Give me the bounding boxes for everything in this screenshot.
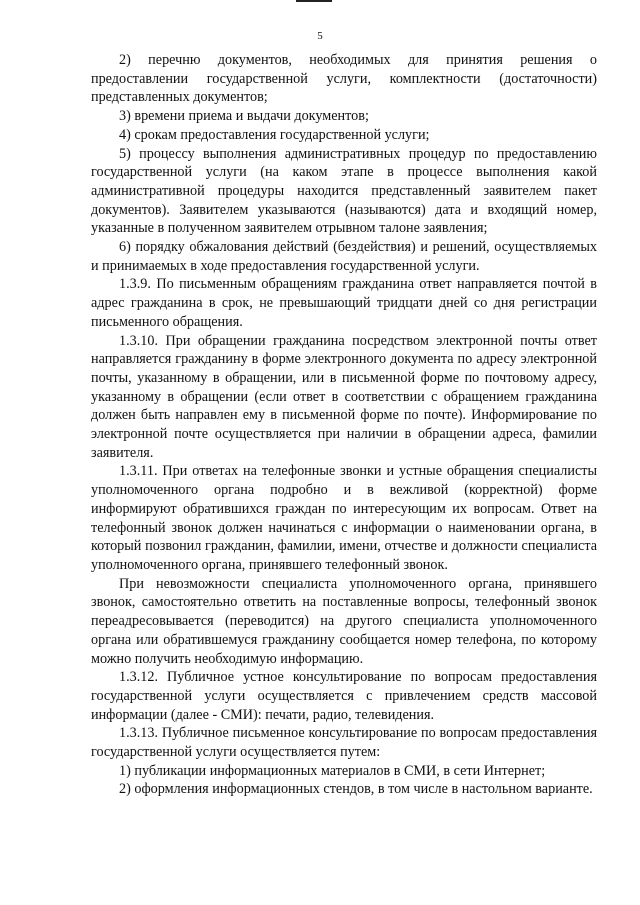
page-top-mark [296,0,332,2]
paragraph-item-5: 5) процессу выполнения административных процедур по предоставлению государственной услуги (на каком этапе в процессе выполнения какой административной процедуры находится представленный заявителем пакет документов). Заявителем указываются (называются) дата и входящий номер, указанные в полученном заявителем отрывном талоне заявления; [91,145,597,237]
document-body [91,51,597,799]
paragraph-item-2: 2) перечню документов, необходимых для принятия решения о предоставлении государственной услуги, комплектности (достаточности) представленных документов; [91,52,597,106]
paragraph-1-3-10: 1.3.10. При обращении гражданина посредством электронной почты ответ направляется гражданину в форме электронного документа по адресу электронной почты, указанному в обращении, или в письменной форме по почтовому адресу, указанному в обращении (если ответ в соответствии с обращением гражданина должен быть направлен ему в письменной форме по почте). Информирование по электронной почте осуществляется при наличии в обращении адреса, фамилии заявителя. [91,332,597,461]
paragraph-1-3-11: 1.3.11. При ответах на телефонные звонки и устные обращения специалисты уполномоченного органа подробно и в вежливой (корректной) форме информируют обратившихся граждан по интересующим их вопросам. Ответ на телефонный звонок должен начинаться с информации о наименовании органа, в который позвонил гражданин, фамилии, имени, отчестве и должности специалиста уполномоченного органа, принявшего телефонный звонок. [91,463,597,573]
paragraph-item-3: 3) времени приема и выдачи документов; [119,108,369,125]
paragraph-item-6: 6) порядку обжалования действий (бездействия) и решений, осуществляемых и принимаемых в ходе предоставления государственной услуги. [91,239,597,274]
page-number: 5 [317,30,323,42]
paragraph-1-3-12: 1.3.12. Публичное устное консультирование по вопросам предоставления государственной услуги осуществляется с привлечением средств массовой информации (далее - СМИ): печати, радио, телевидения. [91,669,597,723]
paragraph-1-3-13: 1.3.13. Публичное письменное консультирование по вопросам предоставления государственной услуги осуществляется путем: [91,725,597,761]
paragraph-method-1: 1) публикации информационных материалов в СМИ, в сети Интернет; [119,762,546,779]
paragraph-phone-redirect: При невозможности специалиста уполномоченного органа, принявшего звонок, самостоятельно ответить на поставленные вопросы, телефонный звонок переадресовывается (переводится) на другого специалиста уполномоченного органа или обратившемуся гражданину сообщается номер телефона, по которому можно получить необходимую информацию. [91,575,597,667]
paragraph-item-4: 4) срокам предоставления государственной услуги; [119,126,430,143]
paragraph-method-2: 2) оформления информационных стендов, в том числе в настольном варианте. [119,781,593,798]
paragraph-1-3-9: 1.3.9. По письменным обращениям гражданина ответ направляется почтой в адрес гражданина в срок, не превышающий тридцати дней со дня регистрации письменного обращения. [91,276,597,330]
